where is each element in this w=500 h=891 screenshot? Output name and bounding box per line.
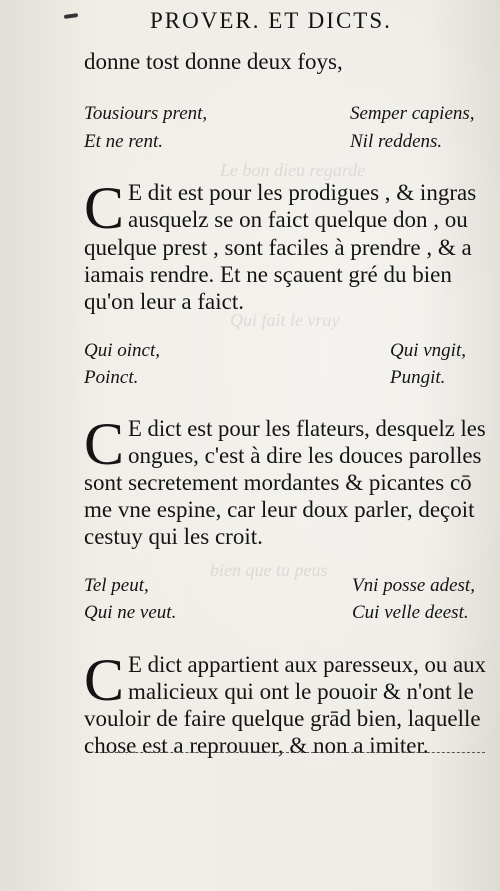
proverb-french-line: Tousiours prent, [84, 103, 208, 124]
drop-cap: C [84, 647, 125, 713]
commentary-line: malicieux qui ont le pouoir & n'ont le [128, 679, 474, 704]
proverb-latin-line: Nil reddens. [350, 131, 443, 152]
running-head: PROVER. ET DICTS. [150, 8, 392, 33]
commentary-line: chose est a reprouuer, & non a imiter. [84, 733, 429, 758]
opening-line: donne tost donne deux foys, [84, 49, 343, 74]
proverb-latin-line: Semper capiens, [350, 103, 475, 124]
commentary-line: ausquelz se on faict quelque don , ou [128, 207, 468, 232]
show-through-text: bien que tu peus [210, 560, 328, 580]
commentary-line: me vne espine, car leur doux parler, deçoit [84, 497, 475, 522]
proverb-french-line: Tel peut, [84, 575, 149, 596]
proverb-latin-line: Vni posse adest, [352, 575, 475, 596]
ink-mark [64, 13, 78, 19]
commentary-line: E dit est pour les prodigues , & ingras [128, 180, 477, 205]
commentary-line: qu'on leur a faict. [84, 289, 244, 314]
proverb-french-line: Qui ne veut. [84, 602, 177, 623]
commentary-line: E dict appartient aux paresseux, ou aux [128, 652, 486, 677]
proverb-latin-line: Qui vngit, [390, 340, 466, 361]
commentary-line: ongues, c'est à dire les douces parolles [128, 443, 482, 468]
proverb-french-line: Poinct. [84, 367, 139, 388]
commentary-line: iamais rendre. Et ne sçauent gré du bien [84, 262, 452, 287]
drop-cap: C [84, 411, 125, 477]
proverb-latin-line: Cui velle deest. [352, 602, 469, 623]
show-through-text: Qui fait le vray [230, 310, 340, 330]
drop-cap: C [84, 175, 125, 241]
commentary-line: quelque prest , sont faciles à prendre , & a [84, 235, 472, 260]
proverb-french-line: Qui oinct, [84, 340, 160, 361]
commentary-line: cestuy qui les croit. [84, 524, 263, 549]
commentary-line: vouloir de faire quelque grād bien, laquelle [84, 706, 481, 731]
dashed-rule [100, 752, 485, 753]
show-through-text: Le bon dieu regarde [220, 160, 366, 180]
commentary-line: sont secretement mordantes & picantes cō [84, 470, 472, 495]
proverb-latin-line: Pungit. [390, 367, 446, 388]
commentary-line: E dict est pour les flateurs, desquelz les [128, 416, 486, 441]
proverb-french-line: Et ne rent. [84, 131, 163, 152]
